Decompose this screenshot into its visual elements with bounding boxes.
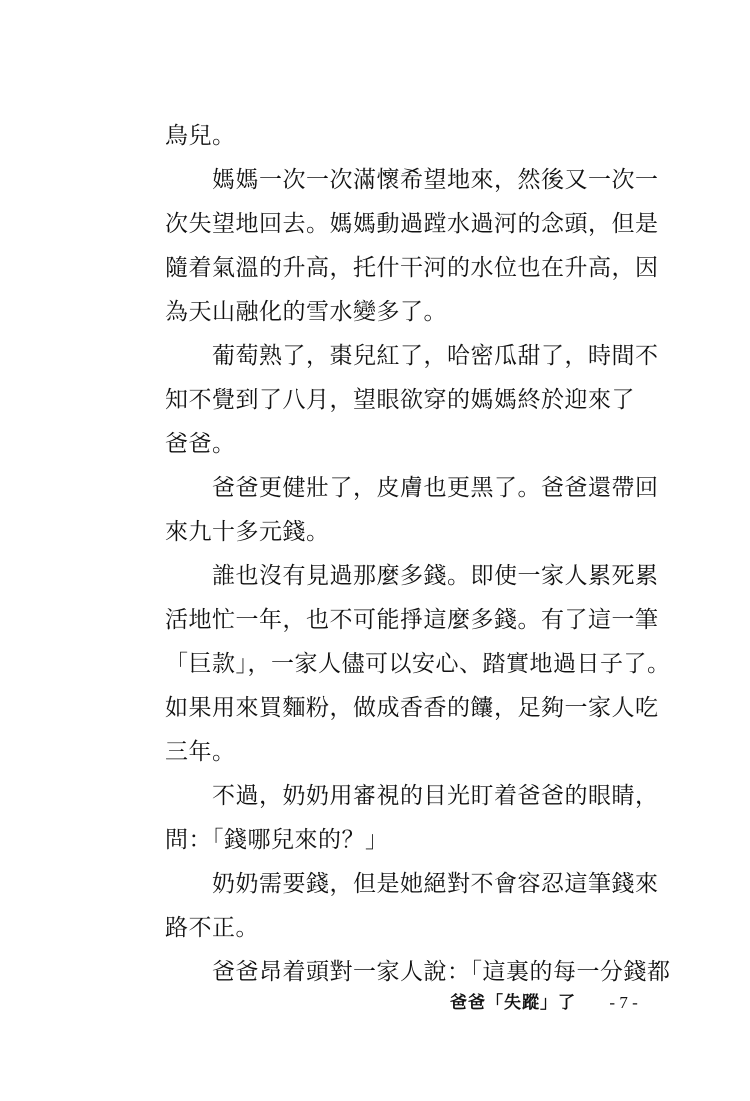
text-line: 知不覺到了八月，望眼欲穿的媽媽終於迎來了 [165,387,635,413]
text-line: 如果用來買麵粉，做成香香的饢，足夠一家人吃 [165,695,659,721]
text-line: 為天山融化的雪水變多了。 [165,299,447,325]
text-line: 路不正。 [165,915,259,941]
chapter-title: 爸爸「失蹤」了 [450,993,576,1013]
body-text [165,114,671,994]
text-line: 問：「錢哪兒來的？」 [165,827,389,853]
text-line: 隨着氣溫的升高，托什干河的水位也在升高，因 [165,255,659,281]
text-line: 活地忙一年，也不可能掙這麼多錢。有了這一筆 [165,607,659,633]
text-line: 鳥兒。 [165,123,236,149]
page-footer [450,988,638,1018]
text-line: 不過，奶奶用審視的目光盯着爸爸的眼睛， [165,783,659,809]
text-line: 爸爸昂着頭對一家人說：「這裏的每一分錢都 [165,959,671,985]
text-line: 「巨款」，一家人儘可以安心、踏實地過日子了。 [165,651,671,677]
text-line: 誰也沒有見過那麼多錢。即使一家人累死累 [165,563,659,589]
text-line: 爸爸。 [165,431,236,457]
text-line: 葡萄熟了，棗兒紅了，哈密瓜甜了，時間不 [165,343,659,369]
text-line: 來九十多元錢。 [165,519,330,545]
text-line: 三年。 [165,739,236,765]
text-line: 媽媽一次一次滿懷希望地來，然後又一次一 [165,167,659,193]
text-line: 奶奶需要錢，但是她絕對不會容忍這筆錢來 [165,871,659,897]
text-line: 爸爸更健壯了，皮膚也更黑了。爸爸還帶回 [165,475,659,501]
page-number: - 7 - [609,993,638,1012]
text-line: 次失望地回去。媽媽動過蹚水過河的念頭，但是 [165,211,659,237]
